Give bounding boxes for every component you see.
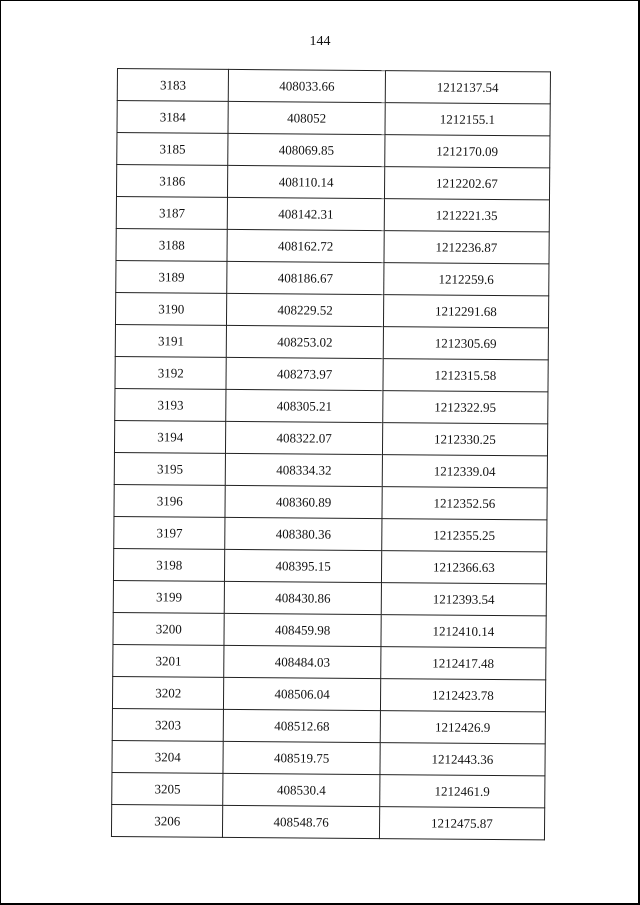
table-row [112, 772, 545, 807]
point-id-cell: 3199 [113, 580, 225, 613]
x-coordinate-cell: 408395.15 [225, 549, 382, 582]
table-row [114, 516, 547, 551]
point-id-cell: 3195 [114, 452, 226, 485]
x-coordinate-cell: 408069.85 [228, 133, 385, 166]
y-coordinate-cell: 1212393.54 [381, 583, 547, 616]
point-id-cell: 3188 [116, 228, 228, 261]
table-row [116, 260, 549, 295]
point-id-cell: 3200 [113, 612, 225, 645]
table-row [111, 804, 544, 839]
point-id-cell: 3185 [117, 133, 229, 166]
y-coordinate-cell: 1212221.35 [384, 199, 550, 232]
table-row [112, 676, 545, 711]
table-row [114, 452, 547, 487]
x-coordinate-cell: 408253.02 [227, 325, 384, 358]
scan-border-left [0, 0, 1, 905]
y-coordinate-cell: 1212339.04 [382, 455, 548, 488]
table-row [117, 133, 550, 168]
page-number: 144 [309, 34, 331, 49]
point-id-cell: 3202 [112, 676, 224, 709]
point-id-cell: 3189 [116, 260, 228, 293]
point-id-cell: 3205 [112, 772, 224, 805]
point-id-cell: 3184 [117, 101, 229, 134]
y-coordinate-cell: 1212259.6 [383, 263, 549, 296]
table-row [115, 324, 548, 359]
x-coordinate-cell: 408110.14 [228, 165, 385, 198]
y-coordinate-cell: 1212155.1 [385, 103, 551, 136]
x-coordinate-cell: 408229.52 [227, 293, 384, 326]
coordinate-table [111, 68, 551, 840]
x-coordinate-cell: 408142.31 [228, 197, 385, 230]
point-id-cell: 3193 [115, 388, 227, 421]
x-coordinate-cell: 408430.86 [225, 581, 382, 614]
x-coordinate-cell: 408459.98 [224, 613, 381, 646]
y-coordinate-cell: 1212322.95 [382, 391, 548, 424]
point-id-cell: 3204 [112, 740, 224, 773]
x-coordinate-cell: 408162.72 [227, 229, 384, 262]
y-coordinate-cell: 1212417.48 [380, 647, 546, 680]
point-id-cell: 3201 [113, 644, 225, 677]
point-id-cell: 3186 [116, 165, 228, 198]
x-coordinate-cell: 408305.21 [226, 389, 383, 422]
table-row [112, 740, 545, 775]
y-coordinate-cell: 1212291.68 [383, 295, 549, 328]
point-id-cell: 3187 [116, 196, 228, 229]
table-row [115, 388, 548, 423]
table-row [116, 165, 549, 200]
table-row [113, 612, 546, 647]
y-coordinate-cell: 1212475.87 [379, 807, 545, 840]
y-coordinate-cell: 1212426.9 [380, 711, 546, 744]
point-id-cell: 3191 [115, 324, 227, 357]
x-coordinate-cell: 408033.66 [229, 69, 386, 102]
point-id-cell: 3206 [111, 804, 223, 837]
point-id-cell: 3198 [113, 548, 225, 581]
table-row [117, 101, 550, 136]
table-row [116, 196, 549, 231]
x-coordinate-cell: 408334.32 [226, 453, 383, 486]
table-row [115, 356, 548, 391]
x-coordinate-cell: 408273.97 [226, 357, 383, 390]
x-coordinate-cell: 408360.89 [225, 485, 382, 518]
x-coordinate-cell: 408322.07 [226, 421, 383, 454]
y-coordinate-cell: 1212461.9 [379, 775, 545, 808]
point-id-cell: 3190 [115, 292, 227, 325]
x-coordinate-cell: 408186.67 [227, 261, 384, 294]
y-coordinate-cell: 1212355.25 [381, 519, 547, 552]
table-row [115, 292, 548, 327]
x-coordinate-cell: 408506.04 [224, 677, 381, 710]
x-coordinate-cell: 408052 [228, 101, 385, 134]
x-coordinate-cell: 408530.4 [223, 773, 380, 806]
coordinate-table-body [111, 69, 550, 840]
table-row [112, 708, 545, 743]
table-row [114, 484, 547, 519]
y-coordinate-cell: 1212410.14 [381, 615, 547, 648]
y-coordinate-cell: 1212330.25 [382, 423, 548, 456]
y-coordinate-cell: 1212236.87 [384, 231, 550, 264]
scan-border-top [0, 0, 640, 1]
point-id-cell: 3192 [115, 356, 227, 389]
x-coordinate-cell: 408512.68 [224, 709, 381, 742]
table-row [113, 548, 546, 583]
point-id-cell: 3196 [114, 484, 226, 517]
x-coordinate-cell: 408548.76 [223, 805, 380, 838]
x-coordinate-cell: 408380.36 [225, 517, 382, 550]
table-row [113, 644, 546, 679]
table-row [113, 580, 546, 615]
y-coordinate-cell: 1212443.36 [380, 743, 546, 776]
y-coordinate-cell: 1212315.58 [383, 359, 549, 392]
point-id-cell: 3183 [117, 69, 229, 102]
table-row [117, 69, 550, 104]
y-coordinate-cell: 1212137.54 [385, 71, 551, 104]
y-coordinate-cell: 1212423.78 [380, 679, 546, 712]
point-id-cell: 3194 [114, 420, 226, 453]
y-coordinate-cell: 1212305.69 [383, 327, 549, 360]
point-id-cell: 3197 [114, 516, 226, 549]
y-coordinate-cell: 1212202.67 [384, 167, 550, 200]
table-row [116, 228, 549, 263]
y-coordinate-cell: 1212366.63 [381, 551, 547, 584]
y-coordinate-cell: 1212352.56 [382, 487, 548, 520]
point-id-cell: 3203 [112, 708, 224, 741]
x-coordinate-cell: 408484.03 [224, 645, 381, 678]
table-row [114, 420, 547, 455]
x-coordinate-cell: 408519.75 [223, 741, 380, 774]
y-coordinate-cell: 1212170.09 [384, 135, 550, 168]
